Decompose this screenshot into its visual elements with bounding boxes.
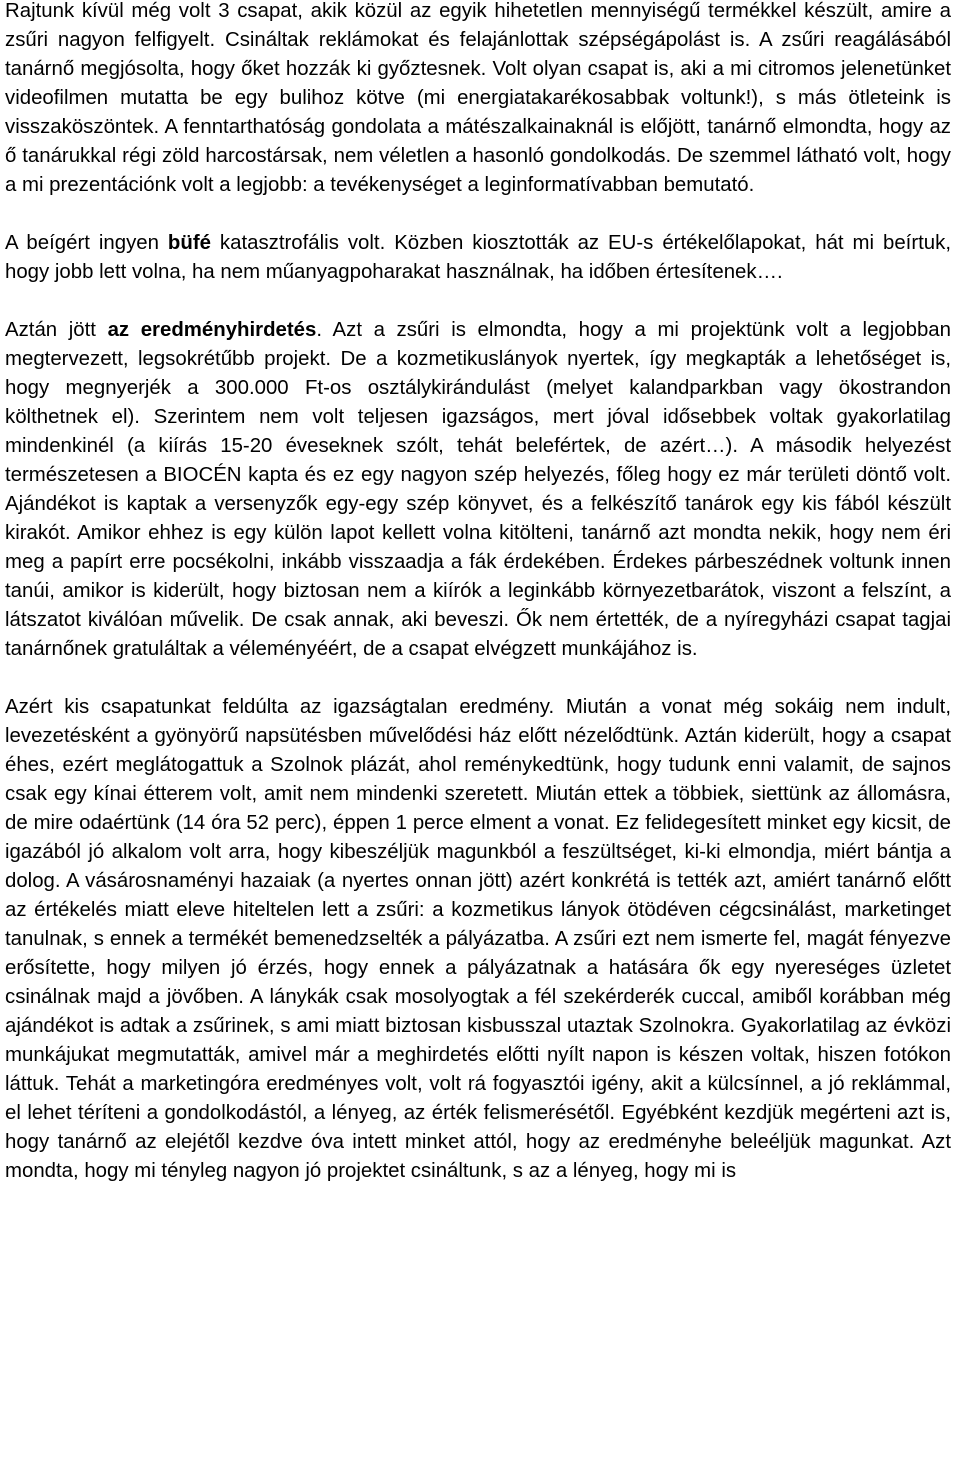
results-bold-text: az eredményhirdetés <box>107 319 317 341</box>
paragraph-buffet-end: katasztrofális volt. Közben kiosztották az EU-s értékelőlapokat, hát mi beírtuk, hogy jobb lett volna, ha nem műanyagpoharakat használnak, ha időben értesítenek…. <box>5 232 951 283</box>
paragraph-results <box>5 316 951 664</box>
paragraph-buffet-start: A beígért ingyen <box>5 232 168 254</box>
paragraph-aftermath: Azért kis csapatunkat feldúlta az igazságtalan eredmény. Miután a vonat még sokáig nem indult, levezetésként a gyönyörű napsütésben művelődési ház előtt nézelődtünk. Aztán kiderült, hogy a csapat éhes, ezért meglátogattuk a Szolnok plázát, ahol reménykedtünk, hogy tudunk enni valamit, de sajnos csak egy kínai étterem volt, amit nem mindenki szeretett. Miután ettek a többiek, siettünk az állomásra, de mire odaértünk (14 óra 52 perc), éppen 1 perce elment a vonat. Ez felidegesített minket egy kicsit, de igazából jó alkalom volt arra, hogy kibeszéljük magunkból a feszültséget, ki-ki elmondja, miért bántja a dolog. A vásárosnaményi hazaiak (a nyertes onnan jött) azért konkrétá is tették azt, amiért tanárnő előtt az értékelés miatt eleve hiteltelen lett a zsűri: a kozmetikus lányok ötödéven cégcsinálást, marketinget tanulnak, s ennek a termékét bemenedzselték a pályázatba. A zsűri ezt nem ismerte fel, magát fényezve erősítette, hogy milyen jó érzés, hogy ennek a pályázatnak a hatására ők egy nyereséges üzletet csinálnak majd a jövőben. A lánykák csak mosolyogtak a fél szekérderék cuccal, amiből korábban még ajándékot is adtak a zsűrinek, s ami miatt biztosan kisbusszal utaztak Szolnokra. Gyakorlatilag az évközi munkájukat megmutatták, amivel már a meghirdetés előtti nyílt napon is készen voltak, hiszen fotókon láttuk. Tehát a marketingóra eredményes volt, volt rá fogyasztói igény, akit a külcsínnel, a jó reklámmal, el lehet téríteni a gondolkodástól, a lényeg, az érték felismerésétől. Egyébként kezdjük megérteni azt is, hogy tanárnő az elejétől kezdve óva intett minket attól, hogy az eredményhe beleéljük magunkat. Azt mondta, hogy mi tényleg nagyon jó projektet csináltunk, s az a lényeg, hogy mi is <box>5 696 951 1182</box>
paragraph-results-end: . Azt a zsűri is elmondta, hogy a mi projektünk volt a legjobban megtervezett, legsokrétűbb projekt. De a kozmetikuslányok nyertek, így megkapták a lehetőséget is, hogy megnyerjék a 300.000 Ft-os osztálykirándulást (melyet kalandparkban vagy ökostrandon költhetnek el). Szerintem nem volt teljesen igazságos, mert jóval idősebbek voltak gyakorlatilag mindenkinél (a kiírás 15-20 éveseknek szólt, tehát belefértek, de azért…). A második helyezést természetesen a BIOCÉN kapta és ez egy nagyon szép helyezés, főleg hogy ez már területi döntő volt. Ajándékot is kaptak a versenyzők egy-egy szép könyvet, és a felkészítő tanárok egy kis fából készült kirakót. Amikor ehhez is egy külön lapot kellett volna kitölteni, tanárnő azt mondta nekik, hogy nem éri meg a papírt erre pocsékolni, inkább visszaadja a fák érdekében. Érdekes párbeszédnek voltunk innen tanúi, amikor is kiderült, hogy biztosan nem a kiírók a leginkább környezetbarátok, viszont a felszínt, a látszatot kiválóan művelik. De csak annak, aki beveszi. Ők nem értették, de a nyíregyházi csapat tagjai tanárnőnek gratuláltak a véleményéért, de a csapat elvégzett munkájához is. <box>5 319 951 660</box>
buffet-bold-text: büfé <box>167 232 211 254</box>
paragraph-results-start: Aztán jött <box>5 319 108 341</box>
document-page <box>5 0 951 1186</box>
paragraph-buffet <box>5 229 951 287</box>
paragraph-competitors: Rajtunk kívül még volt 3 csapat, akik közül az egyik hihetetlen mennyiségű termékkel készült, amire a zsűri nagyon felfigyelt. Csináltak reklámokat és felajánlottak szépségápolást is. A zsűri reagálásából tanárnő megjósolta, hogy őket hozzák ki győztesnek. Volt olyan csapat is, aki a mi citromos jelenetünket videofilmen mutatta be egy bulihoz kötve (mi energiatakarékosabbak voltunk!), s más ötleteink is visszaköszöntek. A fenntarthatóság gondolata a mátészalkainaknál is előjött, tanárnő elmondta, hogy az ő tanárukkal régi zöld harcostársak, nem véletlen a hasonló gondolkodás. De szemmel látható volt, hogy a mi prezentációnk volt a legjobb: a tevékenységet a leginformatívabban bemutató. <box>5 0 951 196</box>
